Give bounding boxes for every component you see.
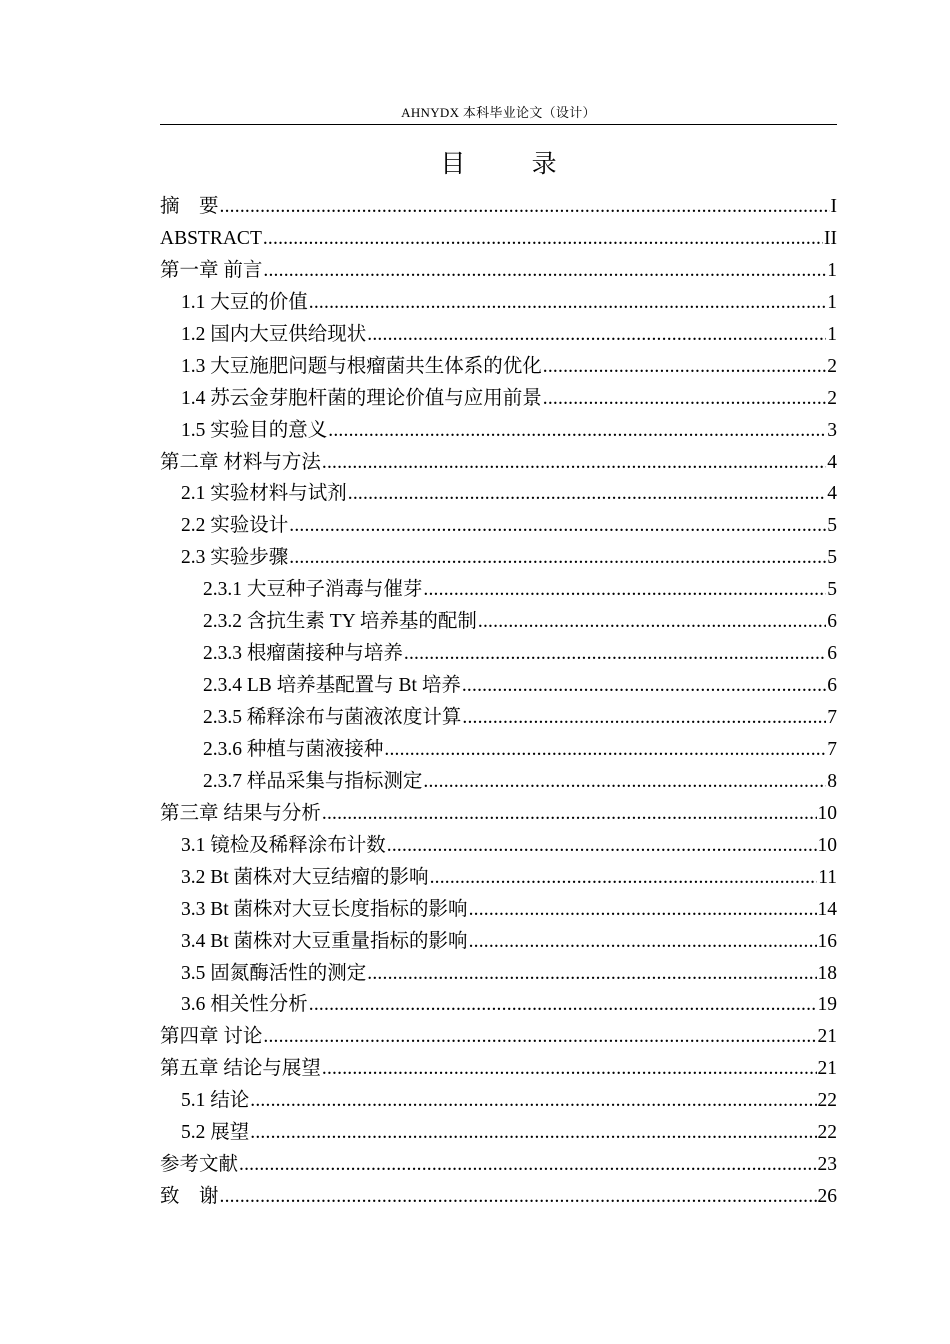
toc-leader-dots (239, 1149, 816, 1181)
toc-entry[interactable] (160, 989, 837, 1021)
toc-entry-page: 1 (827, 323, 837, 345)
toc-leader-dots (430, 862, 818, 894)
toc-entry[interactable] (160, 702, 837, 734)
toc-leader-dots (250, 1085, 816, 1117)
toc-entry[interactable] (160, 478, 837, 510)
toc-entry-page: 4 (827, 483, 837, 505)
toc-leader-dots (543, 351, 826, 383)
toc-entry[interactable] (160, 798, 837, 830)
toc-entry-page: 5 (827, 547, 837, 569)
toc-entry-title: 1.4 苏云金芽胞杆菌的理论价值与应用前景 (181, 387, 542, 409)
toc-entry-title: 2.3 实验步骤 (181, 547, 289, 569)
toc-entry[interactable] (160, 1149, 837, 1181)
toc-leader-dots (462, 702, 826, 734)
toc-leader-dots (220, 191, 830, 223)
toc-entry[interactable] (160, 351, 837, 383)
toc-entry-page: 5 (827, 515, 837, 537)
toc-entry[interactable] (160, 447, 837, 479)
toc-entry[interactable] (160, 1053, 837, 1085)
toc-entry-title: 第一章 前言 (160, 259, 263, 281)
toc-entry-page: 7 (827, 707, 837, 728)
toc-entry-page: 8 (827, 770, 837, 792)
toc-leader-dots (309, 989, 817, 1021)
toc-entry-title: 3.5 固氮酶活性的测定 (181, 962, 367, 984)
toc-entry[interactable] (160, 894, 837, 926)
toc-entry-page: 2 (827, 355, 837, 377)
toc-leader-dots (423, 574, 826, 606)
toc-entry[interactable] (160, 319, 837, 351)
toc-leader-dots (263, 223, 823, 255)
toc-entry-title: 1.2 国内大豆供给现状 (181, 323, 367, 345)
toc-entry[interactable] (160, 574, 837, 606)
toc-entry-title: 摘 要 (160, 196, 219, 217)
toc-leader-dots (289, 542, 826, 574)
toc-entry-page: 16 (817, 930, 837, 952)
toc-entry-title: 3.1 镜检及稀释涂布计数 (181, 834, 386, 856)
toc-entry-page: 3 (827, 419, 837, 441)
toc-entry-title: 1.3 大豆施肥问题与根瘤菌共生体系的优化 (181, 355, 542, 377)
toc-entry-page: 23 (817, 1154, 837, 1176)
toc-entry-page: 22 (817, 1090, 837, 1112)
toc-entry-page: 19 (817, 994, 837, 1016)
toc-entry-page: 6 (827, 675, 837, 697)
toc-entry-title: 2.3.1 大豆种子消毒与催芽 (203, 579, 423, 601)
toc-entry-title: 3.3 Bt 菌株对大豆长度指标的影响 (181, 898, 468, 920)
toc-title: 目 录 (440, 151, 587, 178)
toc-leader-dots (423, 766, 826, 798)
toc-entry-title: 2.3.5 稀释涂布与菌液浓度计算 (203, 707, 462, 728)
toc-leader-dots (220, 1181, 817, 1213)
toc-entry-page: 1 (827, 259, 837, 281)
toc-entry-title: 2.3.7 样品采集与指标测定 (203, 770, 423, 792)
toc-leader-dots (322, 447, 826, 479)
toc-entry-page: 7 (827, 738, 837, 760)
toc-entry-title: 2.1 实验材料与试剂 (181, 483, 347, 505)
toc-leader-dots (367, 319, 826, 351)
header-rule (160, 124, 837, 125)
table-of-contents (160, 191, 837, 1213)
toc-entry[interactable] (160, 766, 837, 798)
toc-entry-title: 第二章 材料与方法 (160, 451, 321, 473)
toc-entry-title: 参考文献 (160, 1154, 239, 1176)
toc-entry[interactable] (160, 958, 837, 990)
toc-leader-dots (263, 1021, 816, 1053)
toc-entry-page: 11 (818, 866, 837, 888)
toc-entry-page: 1 (827, 291, 837, 313)
toc-leader-dots (309, 287, 826, 319)
toc-entry-title: 第五章 结论与展望 (160, 1058, 321, 1080)
toc-entry-page: 6 (827, 643, 837, 665)
toc-entry-page: 22 (817, 1122, 837, 1144)
toc-entry-page: 18 (817, 962, 837, 984)
toc-entry[interactable] (160, 223, 837, 255)
toc-entry-page: II (824, 227, 837, 249)
toc-entry-title: 2.3.2 含抗生素 TY 培养基的配制 (203, 611, 477, 633)
toc-entry-title: 5.2 展望 (181, 1122, 250, 1144)
toc-entry-page: 26 (817, 1186, 837, 1208)
toc-leader-dots (322, 1053, 817, 1085)
toc-entry-title: 2.3.4 LB 培养基配置与 Bt 培养 (203, 675, 461, 697)
toc-entry[interactable] (160, 1117, 837, 1149)
toc-leader-dots (348, 478, 826, 510)
toc-leader-dots (478, 606, 826, 638)
toc-entry-page: 5 (827, 579, 837, 601)
toc-entry-title: ABSTRACT (160, 227, 262, 249)
toc-entry-title: 2.3.6 种植与菌液接种 (203, 738, 384, 760)
toc-leader-dots (384, 734, 826, 766)
toc-entry-title: 2.2 实验设计 (181, 515, 289, 537)
toc-entry[interactable] (160, 255, 837, 287)
toc-entry-page: 4 (827, 451, 837, 473)
toc-entry[interactable] (160, 606, 837, 638)
toc-leader-dots (263, 255, 826, 287)
toc-leader-dots (404, 638, 826, 670)
toc-entry-page: 10 (817, 834, 837, 856)
toc-entry-page: 10 (817, 802, 837, 824)
toc-entry-title: 3.4 Bt 菌株对大豆重量指标的影响 (181, 930, 468, 952)
toc-entry-title: 3.2 Bt 菌株对大豆结瘤的影响 (181, 866, 429, 888)
toc-leader-dots (328, 415, 826, 447)
toc-entry[interactable] (160, 830, 837, 862)
toc-leader-dots (367, 958, 816, 990)
toc-leader-dots (543, 383, 826, 415)
toc-entry[interactable] (160, 542, 837, 574)
toc-entry[interactable] (160, 510, 837, 542)
toc-entry-page: 2 (827, 387, 837, 409)
toc-entry-title: 第四章 讨论 (160, 1026, 263, 1048)
toc-leader-dots (469, 926, 817, 958)
toc-entry[interactable] (160, 1181, 837, 1213)
toc-entry-title: 3.6 相关性分析 (181, 994, 308, 1016)
toc-entry-page: I (830, 196, 837, 217)
toc-entry-page: 14 (817, 898, 837, 920)
toc-entry[interactable] (160, 638, 837, 670)
toc-entry-title: 2.3.3 根瘤菌接种与培养 (203, 643, 403, 665)
toc-entry[interactable] (160, 926, 837, 958)
toc-entry[interactable] (160, 287, 837, 319)
toc-leader-dots (289, 510, 826, 542)
toc-entry[interactable] (160, 1021, 837, 1053)
toc-entry-title: 1.1 大豆的价值 (181, 291, 308, 313)
toc-entry-title: 1.5 实验目的意义 (181, 419, 328, 441)
toc-entry[interactable] (160, 191, 837, 223)
toc-entry-page: 21 (817, 1026, 837, 1048)
toc-leader-dots (469, 894, 817, 926)
toc-entry[interactable] (160, 1085, 837, 1117)
toc-entry[interactable] (160, 415, 837, 447)
running-header: AHNYDX 本科毕业论文（设计） (401, 105, 596, 120)
toc-leader-dots (250, 1117, 816, 1149)
toc-entry-title: 致 谢 (160, 1186, 219, 1208)
toc-leader-dots (322, 798, 817, 830)
toc-entry-page: 21 (817, 1058, 837, 1080)
toc-entry-title: 第三章 结果与分析 (160, 802, 321, 824)
toc-entry-page: 6 (827, 611, 837, 633)
toc-entry[interactable] (160, 383, 837, 415)
toc-leader-dots (387, 830, 817, 862)
toc-leader-dots (462, 670, 826, 702)
toc-entry-title: 5.1 结论 (181, 1090, 250, 1112)
toc-entry[interactable] (160, 670, 837, 702)
toc-entry[interactable] (160, 734, 837, 766)
toc-entry[interactable] (160, 862, 837, 894)
